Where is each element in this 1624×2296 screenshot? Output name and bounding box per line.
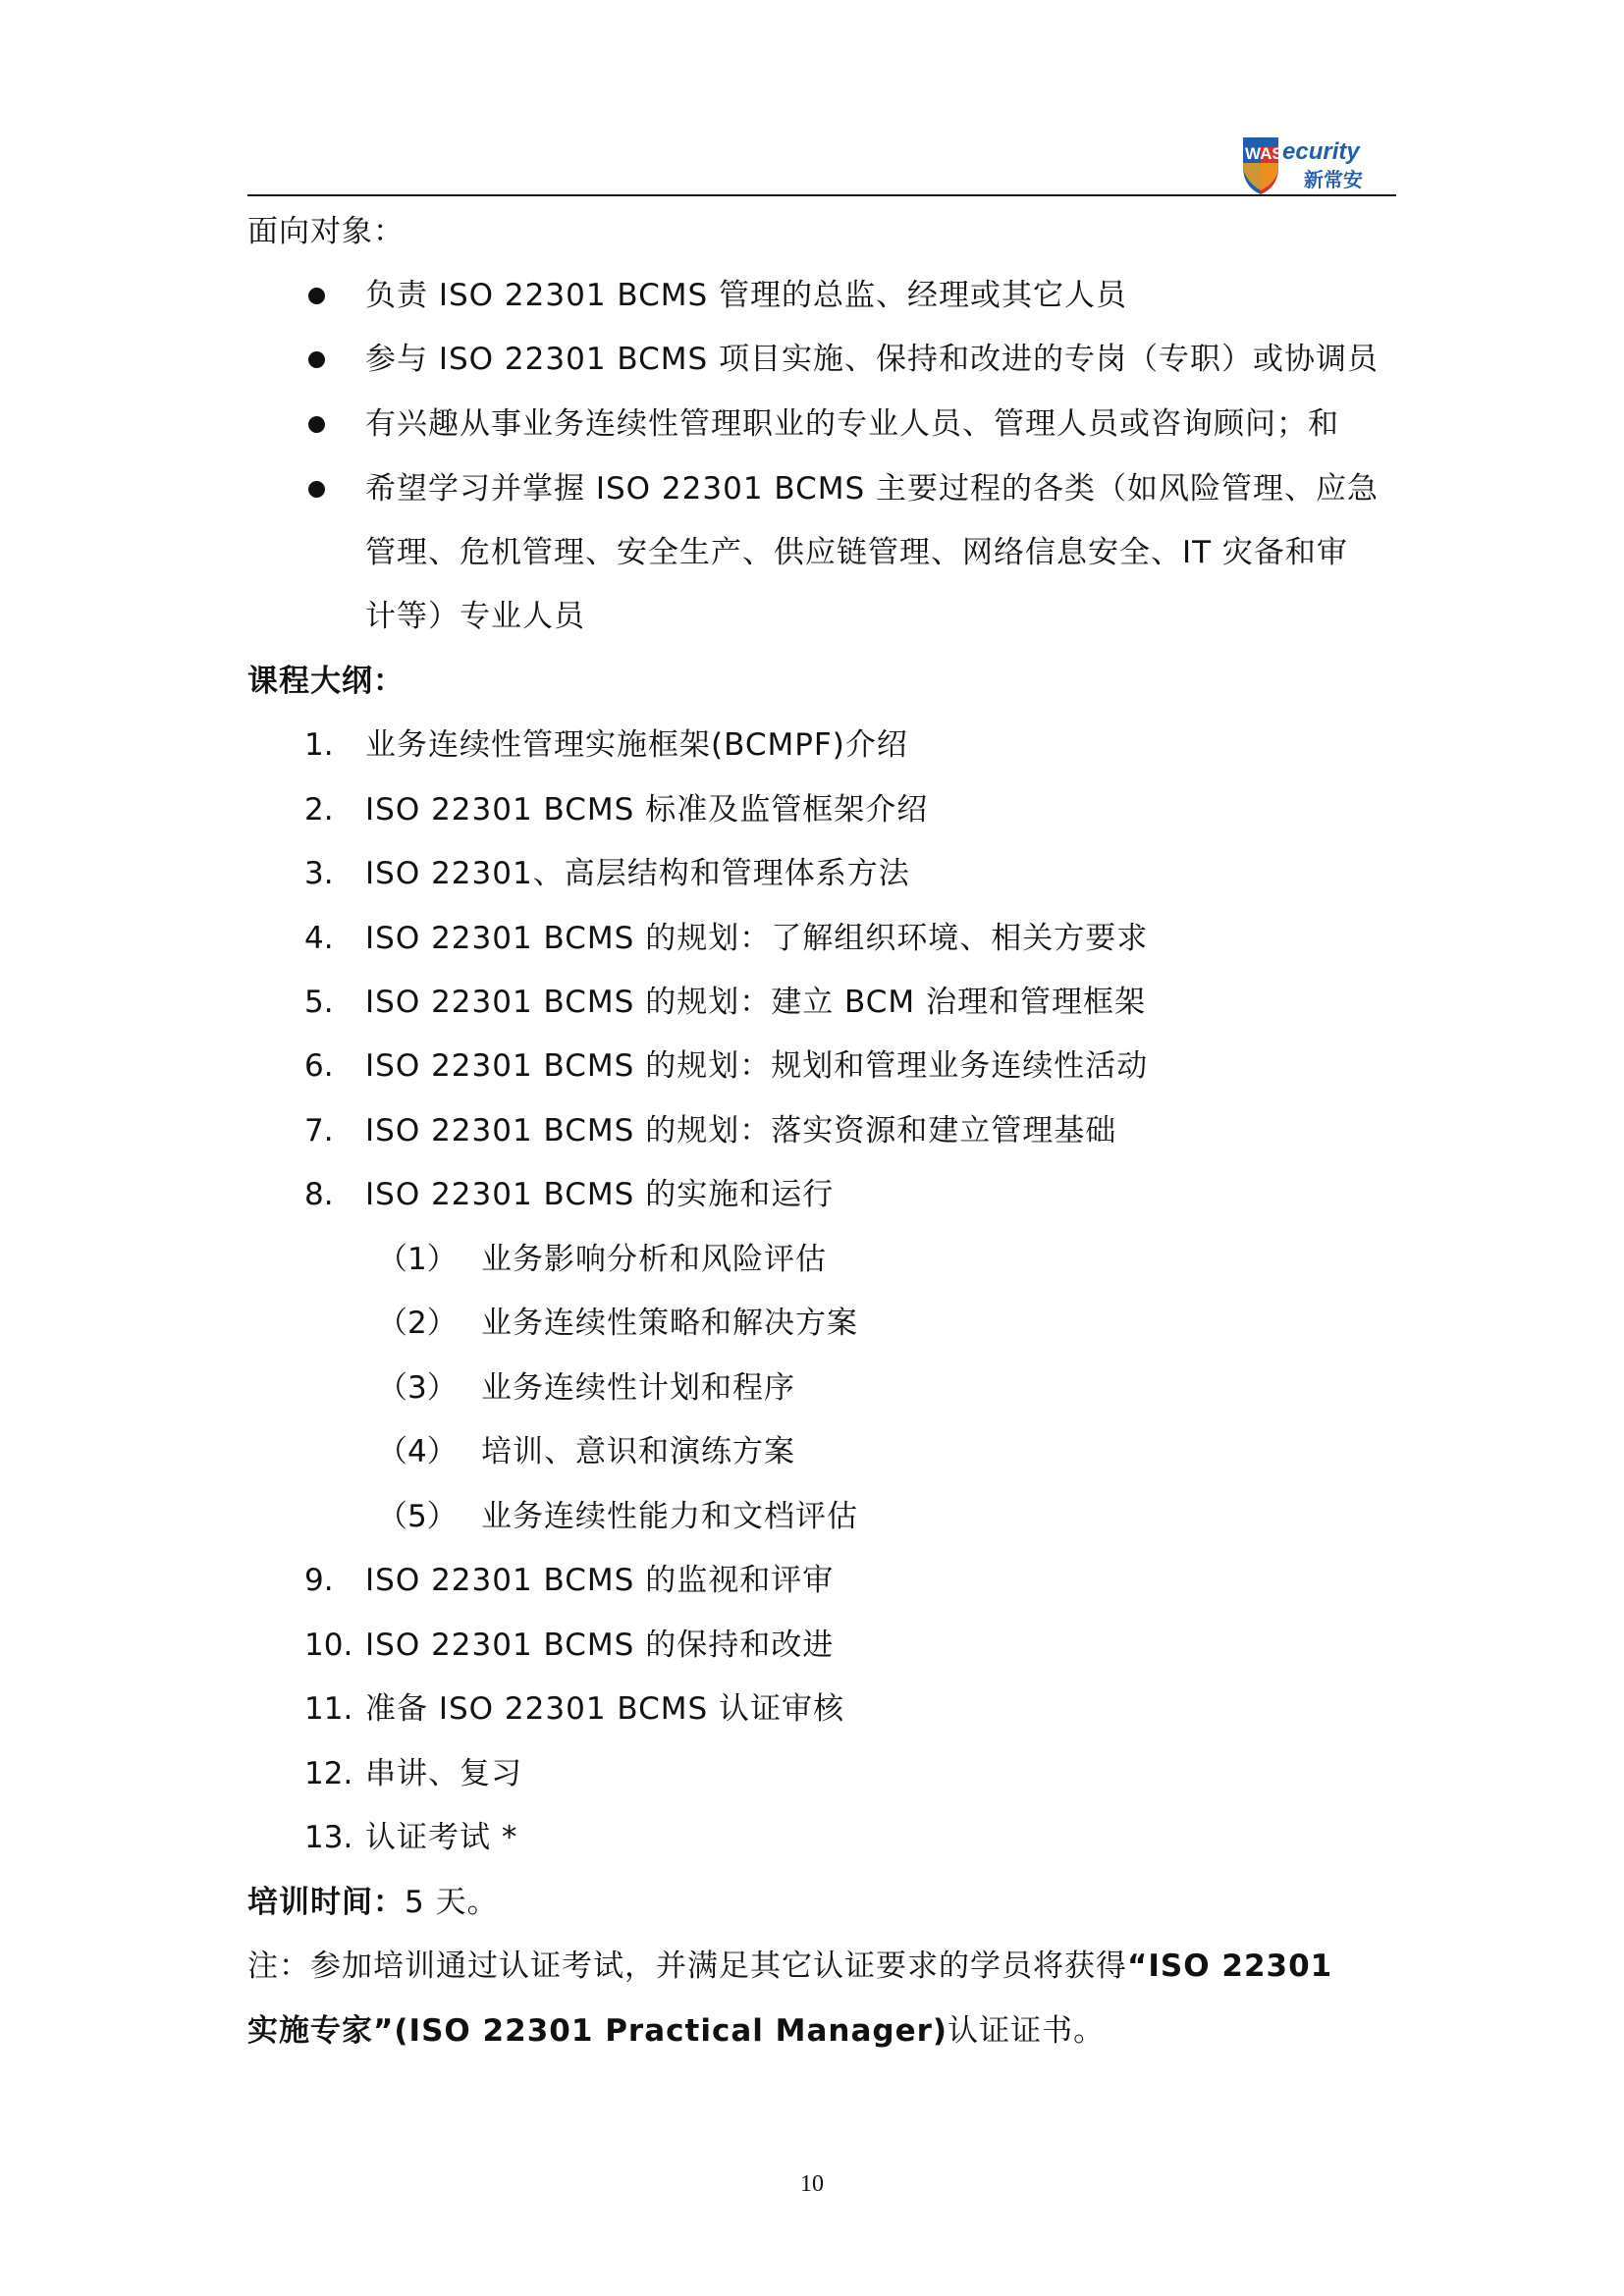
note-text: 注：参加培训通过认证考试，并满足其它认证要求的学员将获得	[247, 1949, 1127, 1984]
outline-item: ISO 22301 BCMS 的规划：了解组织环境、相关方要求	[365, 921, 1149, 956]
bullet-icon	[308, 288, 325, 304]
outline-item: 准备 ISO 22301 BCMS 认证审核	[365, 1691, 845, 1727]
outline-number: 9.	[304, 1563, 334, 1598]
outline-item: ISO 22301 BCMS 标准及监管框架介绍	[365, 792, 929, 828]
outline-item: ISO 22301 BCMS 的监视和评审	[365, 1563, 835, 1598]
outline-item: ISO 22301、高层结构和管理体系方法	[365, 856, 910, 891]
outline-number: 4.	[304, 921, 334, 956]
audience-item: 参与 ISO 22301 BCMS 项目实施、保持和改进的专岗（专职）或协调员	[365, 342, 1380, 377]
outline-sub-number: （5）	[377, 1499, 458, 1534]
logo-subtext: 新常安	[1304, 168, 1363, 191]
outline-sub-item: 业务连续性能力和文档评估	[481, 1499, 858, 1534]
outline-sub-number: （2）	[377, 1306, 458, 1341]
outline-item: ISO 22301 BCMS 的规划：落实资源和建立管理基础	[365, 1113, 1117, 1148]
outline-item: 认证考试 *	[365, 1820, 518, 1855]
audience-item: 负责 ISO 22301 BCMS 管理的总监、经理或其它人员	[365, 278, 1128, 313]
outline-number: 1.	[304, 727, 334, 763]
svg-text:ecurity: ecurity	[1282, 138, 1360, 165]
bullet-icon	[308, 481, 325, 498]
audience-item: 有兴趣从事业务连续性管理职业的专业人员、管理人员或咨询顾问；和	[365, 406, 1339, 442]
note-line-2	[247, 2011, 1105, 2051]
svg-text:WAS: WAS	[1245, 144, 1283, 163]
training-time-value: 5 天。	[405, 1885, 499, 1920]
bullet-icon	[308, 416, 325, 433]
audience-heading: 面向对象：	[247, 214, 405, 249]
outline-item: ISO 22301 BCMS 的规划：规划和管理业务连续性活动	[365, 1048, 1149, 1084]
note-certificate-name: “ISO 22301	[1127, 1949, 1333, 1984]
outline-number: 8.	[304, 1177, 334, 1212]
outline-number: 3.	[304, 856, 334, 891]
outline-number: 10.	[304, 1628, 353, 1663]
note-certificate-name: 实施专家”	[247, 2013, 395, 2049]
outline-number: 11.	[304, 1691, 353, 1727]
training-time-label: 培训时间：	[247, 1885, 405, 1920]
outline-number: 2.	[304, 792, 334, 828]
note-certificate-english: (ISO 22301 Practical Manager)	[394, 2013, 948, 2049]
outline-sub-number: （4）	[377, 1434, 458, 1469]
audience-item: 希望学习并掌握 ISO 22301 BCMS 主要过程的各类（如风险管理、应急	[365, 471, 1380, 507]
outline-item: ISO 22301 BCMS 的规划：建立 BCM 治理和管理框架	[365, 985, 1147, 1020]
page-number: 10	[800, 2171, 824, 2197]
outline-sub-number: （1）	[377, 1242, 458, 1277]
outline-item: ISO 22301 BCMS 的实施和运行	[365, 1177, 835, 1212]
outline-number: 13.	[304, 1820, 353, 1855]
note-text: 认证证书。	[947, 2013, 1106, 2049]
outline-number: 5.	[304, 985, 334, 1020]
audience-item-continued: 管理、危机管理、安全生产、供应链管理、网络信息安全、IT 灾备和审	[365, 535, 1348, 570]
outline-item: 串讲、复习	[365, 1756, 522, 1791]
outline-sub-item: 培训、意识和演练方案	[481, 1434, 795, 1469]
header-divider	[247, 194, 1396, 196]
outline-item: 业务连续性管理实施框架(BCMPF)介绍	[365, 727, 908, 763]
outline-number: 6.	[304, 1048, 334, 1084]
bullet-icon	[308, 351, 325, 368]
outline-heading: 课程大纲：	[247, 664, 405, 699]
outline-sub-item: 业务连续性计划和程序	[481, 1370, 795, 1406]
company-logo	[1239, 133, 1396, 196]
outline-item: ISO 22301 BCMS 的保持和改进	[365, 1628, 835, 1663]
outline-number: 7.	[304, 1113, 334, 1148]
outline-sub-item: 业务影响分析和风险评估	[481, 1242, 827, 1277]
audience-item-continued: 计等）专业人员	[365, 599, 585, 634]
outline-sub-number: （3）	[377, 1370, 458, 1406]
outline-sub-item: 业务连续性策略和解决方案	[481, 1306, 858, 1341]
outline-number: 12.	[304, 1756, 353, 1791]
note-line-1	[247, 1947, 1332, 1986]
training-time	[247, 1883, 499, 1922]
